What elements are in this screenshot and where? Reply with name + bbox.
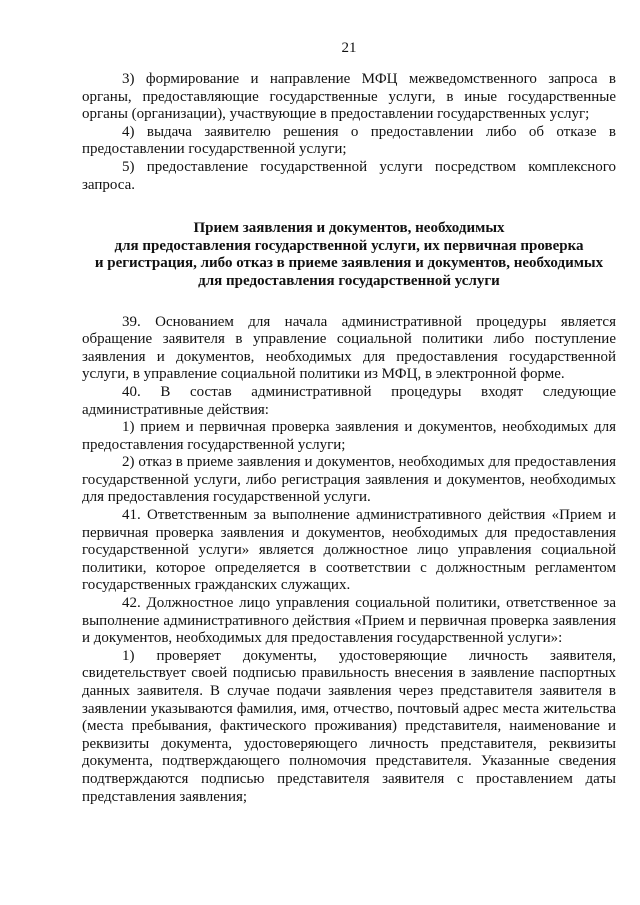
paragraph-40: 40. В состав административной процедуры входят следующие административные действия: <box>82 383 616 418</box>
document-body <box>82 71 616 806</box>
list-item: 2) отказ в приеме заявления и документов, необходимых для предоставления государственной услуги, либо регистрация заявления и документов, необходимых для предоставления государственной услуги. <box>82 454 616 506</box>
heading-line: Прием заявления и документов, необходимых <box>193 220 505 237</box>
heading-line: и регистрация, либо отказ в приеме заявления и документов, необходимых <box>94 255 604 272</box>
paragraph-42: 42. Должностное лицо управления социальной политики, ответственное за выполнение административного действия «Прием и первичная проверка заявления и документов, необходимых для предоставления государственной услуги»: <box>82 595 616 647</box>
document-page <box>82 0 616 905</box>
heading-line: для предоставления государственной услуги <box>198 272 500 289</box>
page-number: 21 <box>341 40 357 56</box>
list-item: 1) проверяет документы, удостоверяющие личность заявителя, свидетельствует своей подписью правильность внесения в заявление паспортных данных заявителя. В случае подачи заявления через представителя заявителя в заявлении указываются фамилия, имя, отчество, почтовый адрес места жительства (места пребывания, фактического проживания) представителя, наименование и реквизиты документа, удостоверяющего личность представителя, реквизиты документа, подтверждающего полномочия представителя. Указанные сведения подтверждаются подписью представителя заявителя с проставлением даты представления заявления; <box>82 647 616 805</box>
heading-line: для предоставления государственной услуги, их первичная проверка <box>114 237 584 254</box>
list-item: 5) предоставление государственной услуги посредством комплексного запроса. <box>82 158 616 193</box>
list-item: 3) формирование и направление МФЦ межведомственного запроса в органы, предоставляющие государственные услуги, в иные государственные органы (организации), участвующие в предоставлении государственных услуг; <box>82 71 616 123</box>
list-item: 1) прием и первичная проверка заявления и документов, необходимых для предоставления государственной услуги; <box>82 419 616 453</box>
list-item: 4) выдача заявителю решения о предоставлении либо об отказе в предоставлении государственной услуги; <box>82 123 616 158</box>
paragraph-41: 41. Ответственным за выполнение административного действия «Прием и первичная проверка заявления и документов, необходимых для предоставления государственной услуги» является должностное лицо управления социальной политики, которое определяется в соответствии с должностным регламентом государственных гражданских служащих. <box>82 507 616 594</box>
section-heading <box>82 220 616 290</box>
paragraph-39: 39. Основанием для начала административной процедуры является обращение заявителя в управление социальной политики либо поступление заявления и документов, необходимых для предоставления государственной услуги, в управление социальной политики из МФЦ, в электронной форме. <box>82 313 616 383</box>
